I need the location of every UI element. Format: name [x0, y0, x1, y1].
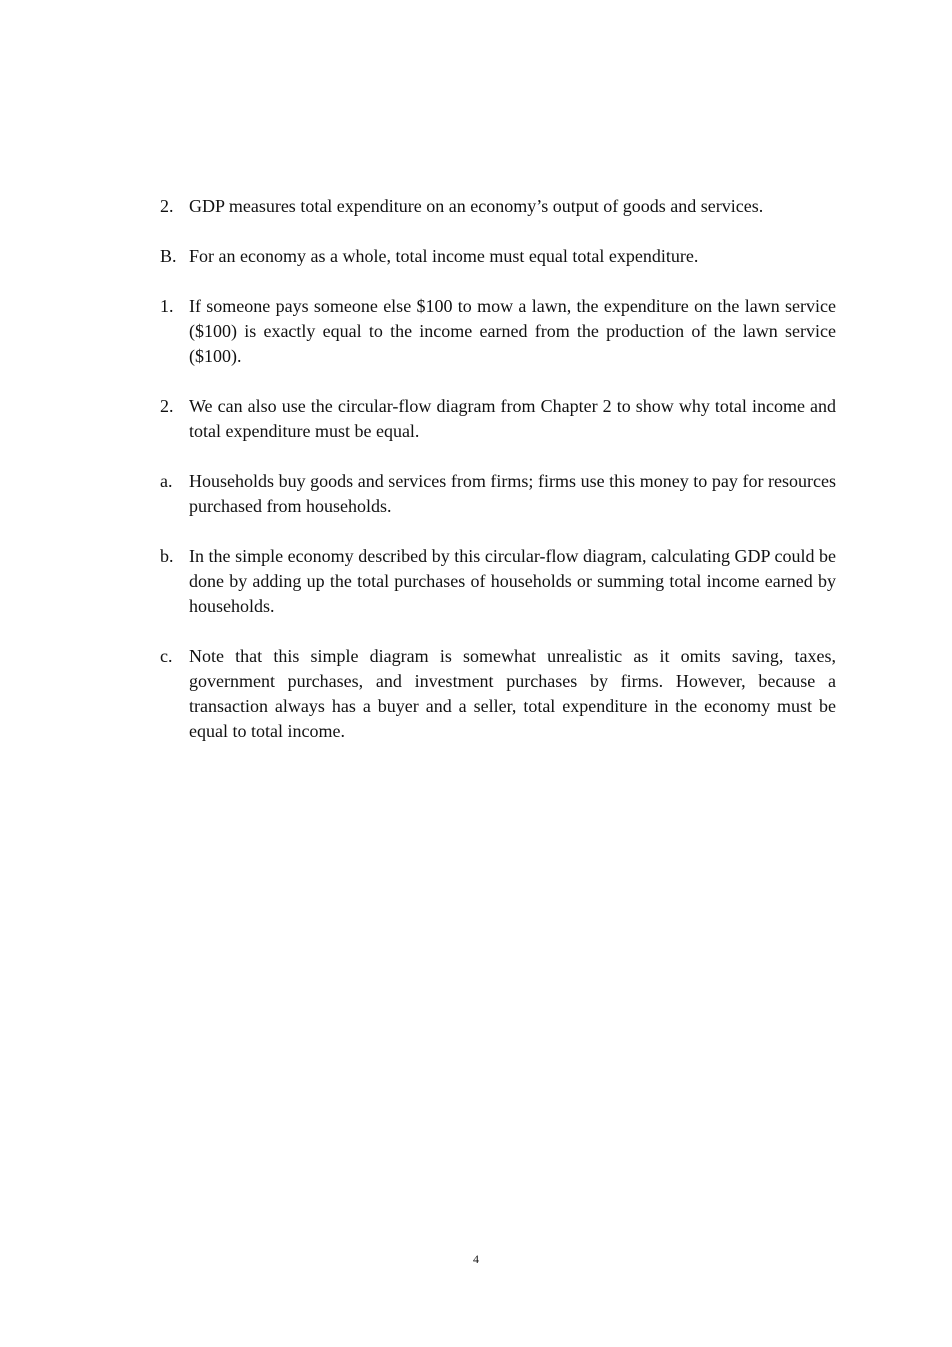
outline-item-b-calculating-gdp — [160, 544, 836, 619]
item-marker: 2. — [160, 396, 174, 416]
item-text: If someone pays someone else $100 to mow a lawn, the expenditure on the lawn service ($100) is exactly equal to the income earned from the production of the lawn service ($100). — [189, 296, 836, 366]
item-text: Households buy goods and services from firms; firms use this money to pay for resources purchased from households. — [189, 471, 836, 516]
outline-item-2-circular-flow — [160, 394, 836, 444]
item-marker: b. — [160, 546, 174, 566]
outline-list — [160, 194, 836, 769]
outline-item-c-unrealistic-diagram — [160, 644, 836, 744]
item-text: We can also use the circular-flow diagram from Chapter 2 to show why total income and total expenditure must be equal. — [189, 396, 836, 441]
outline-item-b-income-equals-expenditure — [160, 244, 836, 269]
item-marker: 1. — [160, 296, 174, 316]
item-text: For an economy as a whole, total income must equal total expenditure. — [189, 246, 699, 266]
item-text: In the simple economy described by this circular-flow diagram, calculating GDP could be done by adding up the total purchases of households or summing total income earned by households. — [189, 546, 836, 616]
outline-item-2-gdp-expenditure — [160, 194, 836, 219]
item-marker: B. — [160, 246, 177, 266]
item-marker: a. — [160, 471, 173, 491]
item-text: GDP measures total expenditure on an economy’s output of goods and services. — [189, 196, 764, 216]
item-marker: 2. — [160, 196, 174, 216]
outline-item-a-households-buy — [160, 469, 836, 519]
item-text: Note that this simple diagram is somewhat unrealistic as it omits saving, taxes, government purchases, and investment purchases by firms. However, because a transaction always has a buyer and a seller, total expenditure in the economy must be equal to total income. — [189, 646, 836, 741]
outline-item-1-lawn-example — [160, 294, 836, 369]
page-number: 4 — [473, 1252, 479, 1266]
item-marker: c. — [160, 646, 173, 666]
